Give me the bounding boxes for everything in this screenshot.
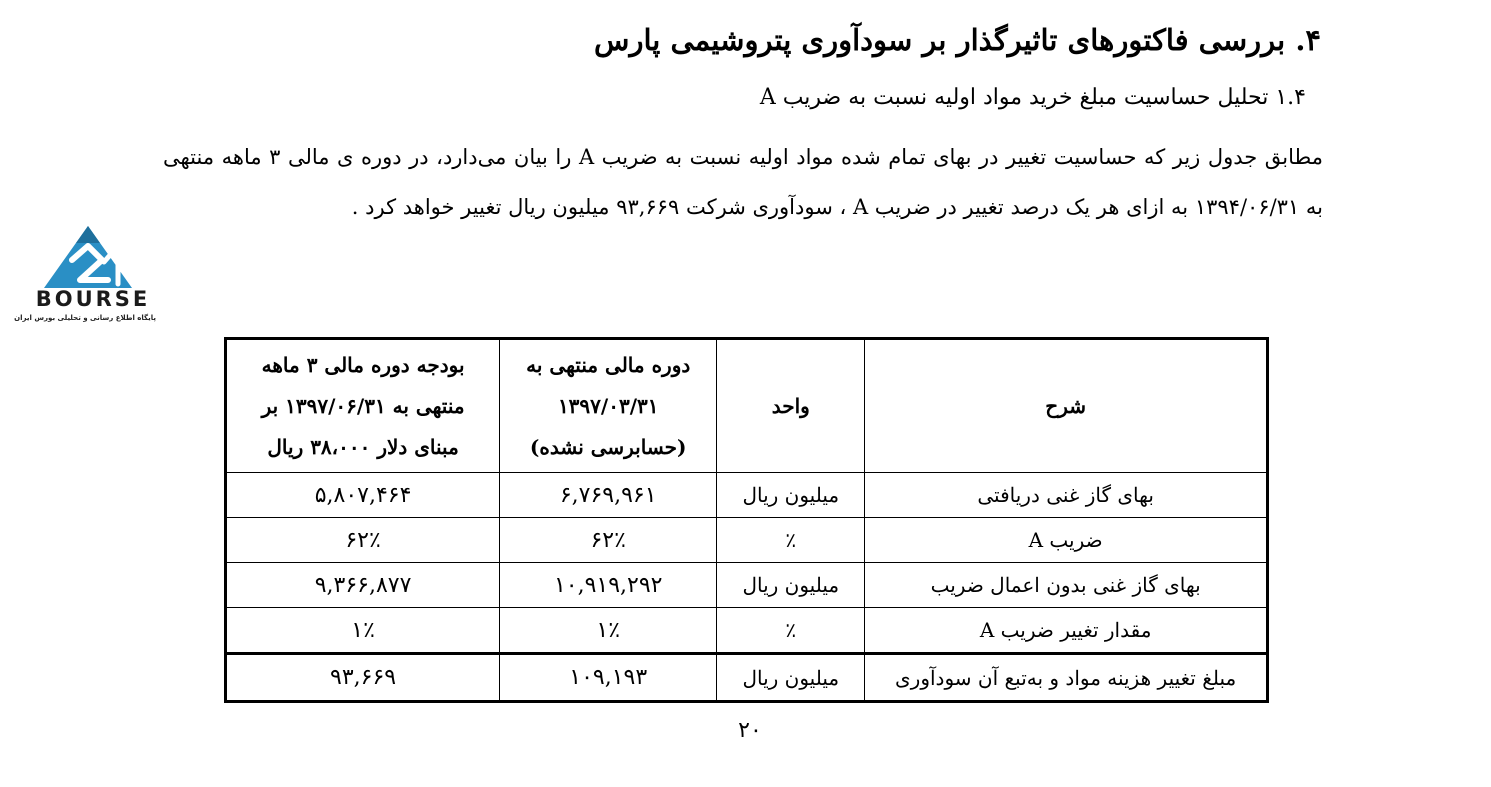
- logo-caption: پایگاه اطلاع رسانی و تحلیلی بورس ایران: [14, 314, 156, 322]
- logo-wordmark: BOURSE: [35, 287, 151, 311]
- bourse-logo-icon: [28, 222, 158, 292]
- table-row-total: [226, 654, 1268, 702]
- row-q3-value: ۶۲٪: [500, 518, 717, 563]
- header-description: شرح: [865, 339, 1268, 473]
- row-q3-value: ۱٪: [500, 608, 717, 654]
- row-unit: ٪: [717, 608, 865, 654]
- sensitivity-table: [224, 337, 1269, 703]
- page-number: ۲۰: [738, 718, 762, 743]
- bourse-logo: [14, 222, 158, 332]
- section-subtitle: ۱.۴ تحلیل حساسیت مبلغ خرید مواد اولیه نسبت به ضریب A: [759, 85, 1306, 110]
- body-paragraph: مطابق جدول زیر که حساسیت تغییر در بهای تمام شده مواد اولیه نسبت به ضریب A را بیان می‌دارد، در دوره ی مالی ۳ ماهه منتهی به ۱۳۹۴/۰۶/۳۱ به ازای هر یک درصد تغییر در ضریب A ، سودآوری شرکت ۹۳,۶۶۹ میلیون ریال تغییر خواهد کرد .: [163, 145, 1324, 219]
- row-description: بهای گاز غنی بدون اعمال ضریب: [865, 563, 1268, 608]
- table-row: [226, 473, 1268, 518]
- row-budget-value: ۱٪: [226, 608, 500, 654]
- row-q3-value: ۱۰,۹۱۹,۲۹۲: [500, 563, 717, 608]
- table-row: [226, 518, 1268, 563]
- row-unit: میلیون ریال: [717, 473, 865, 518]
- row-description: مبلغ تغییر هزینه مواد و به‌تبع آن سودآوری: [865, 654, 1268, 702]
- header-q3: دوره مالی منتهی به ۱۳۹۷/۰۳/۳۱ (حسابرسی نشده): [500, 339, 717, 473]
- row-unit: میلیون ریال: [717, 654, 865, 702]
- section-title: ۴. بررسی فاکتورهای تاثیرگذار بر سودآوری پتروشیمی پارس: [594, 23, 1321, 57]
- row-description: بهای گاز غنی دریافتی: [865, 473, 1268, 518]
- table-row: [226, 608, 1268, 654]
- row-description: مقدار تغییر ضریب A: [865, 608, 1268, 654]
- row-budget-value: ۵,۸۰۷,۴۶۴: [226, 473, 500, 518]
- row-budget-value: ۶۲٪: [226, 518, 500, 563]
- row-budget-value: ۹۳,۶۶۹: [226, 654, 500, 702]
- table-header-row: [226, 339, 1268, 473]
- header-unit: واحد: [717, 339, 865, 473]
- row-description: ضریب A: [865, 518, 1268, 563]
- header-budget: بودجه دوره مالی ۳ ماهه منتهی به ۱۳۹۷/۰۶/۳۱ بر مبنای دلار ۳۸،۰۰۰ ریال: [226, 339, 500, 473]
- table-row: [226, 563, 1268, 608]
- row-budget-value: ۹,۳۶۶,۸۷۷: [226, 563, 500, 608]
- row-unit: ٪: [717, 518, 865, 563]
- row-q3-value: ۱۰۹,۱۹۳: [500, 654, 717, 702]
- row-q3-value: ۶,۷۶۹,۹۶۱: [500, 473, 717, 518]
- row-unit: میلیون ریال: [717, 563, 865, 608]
